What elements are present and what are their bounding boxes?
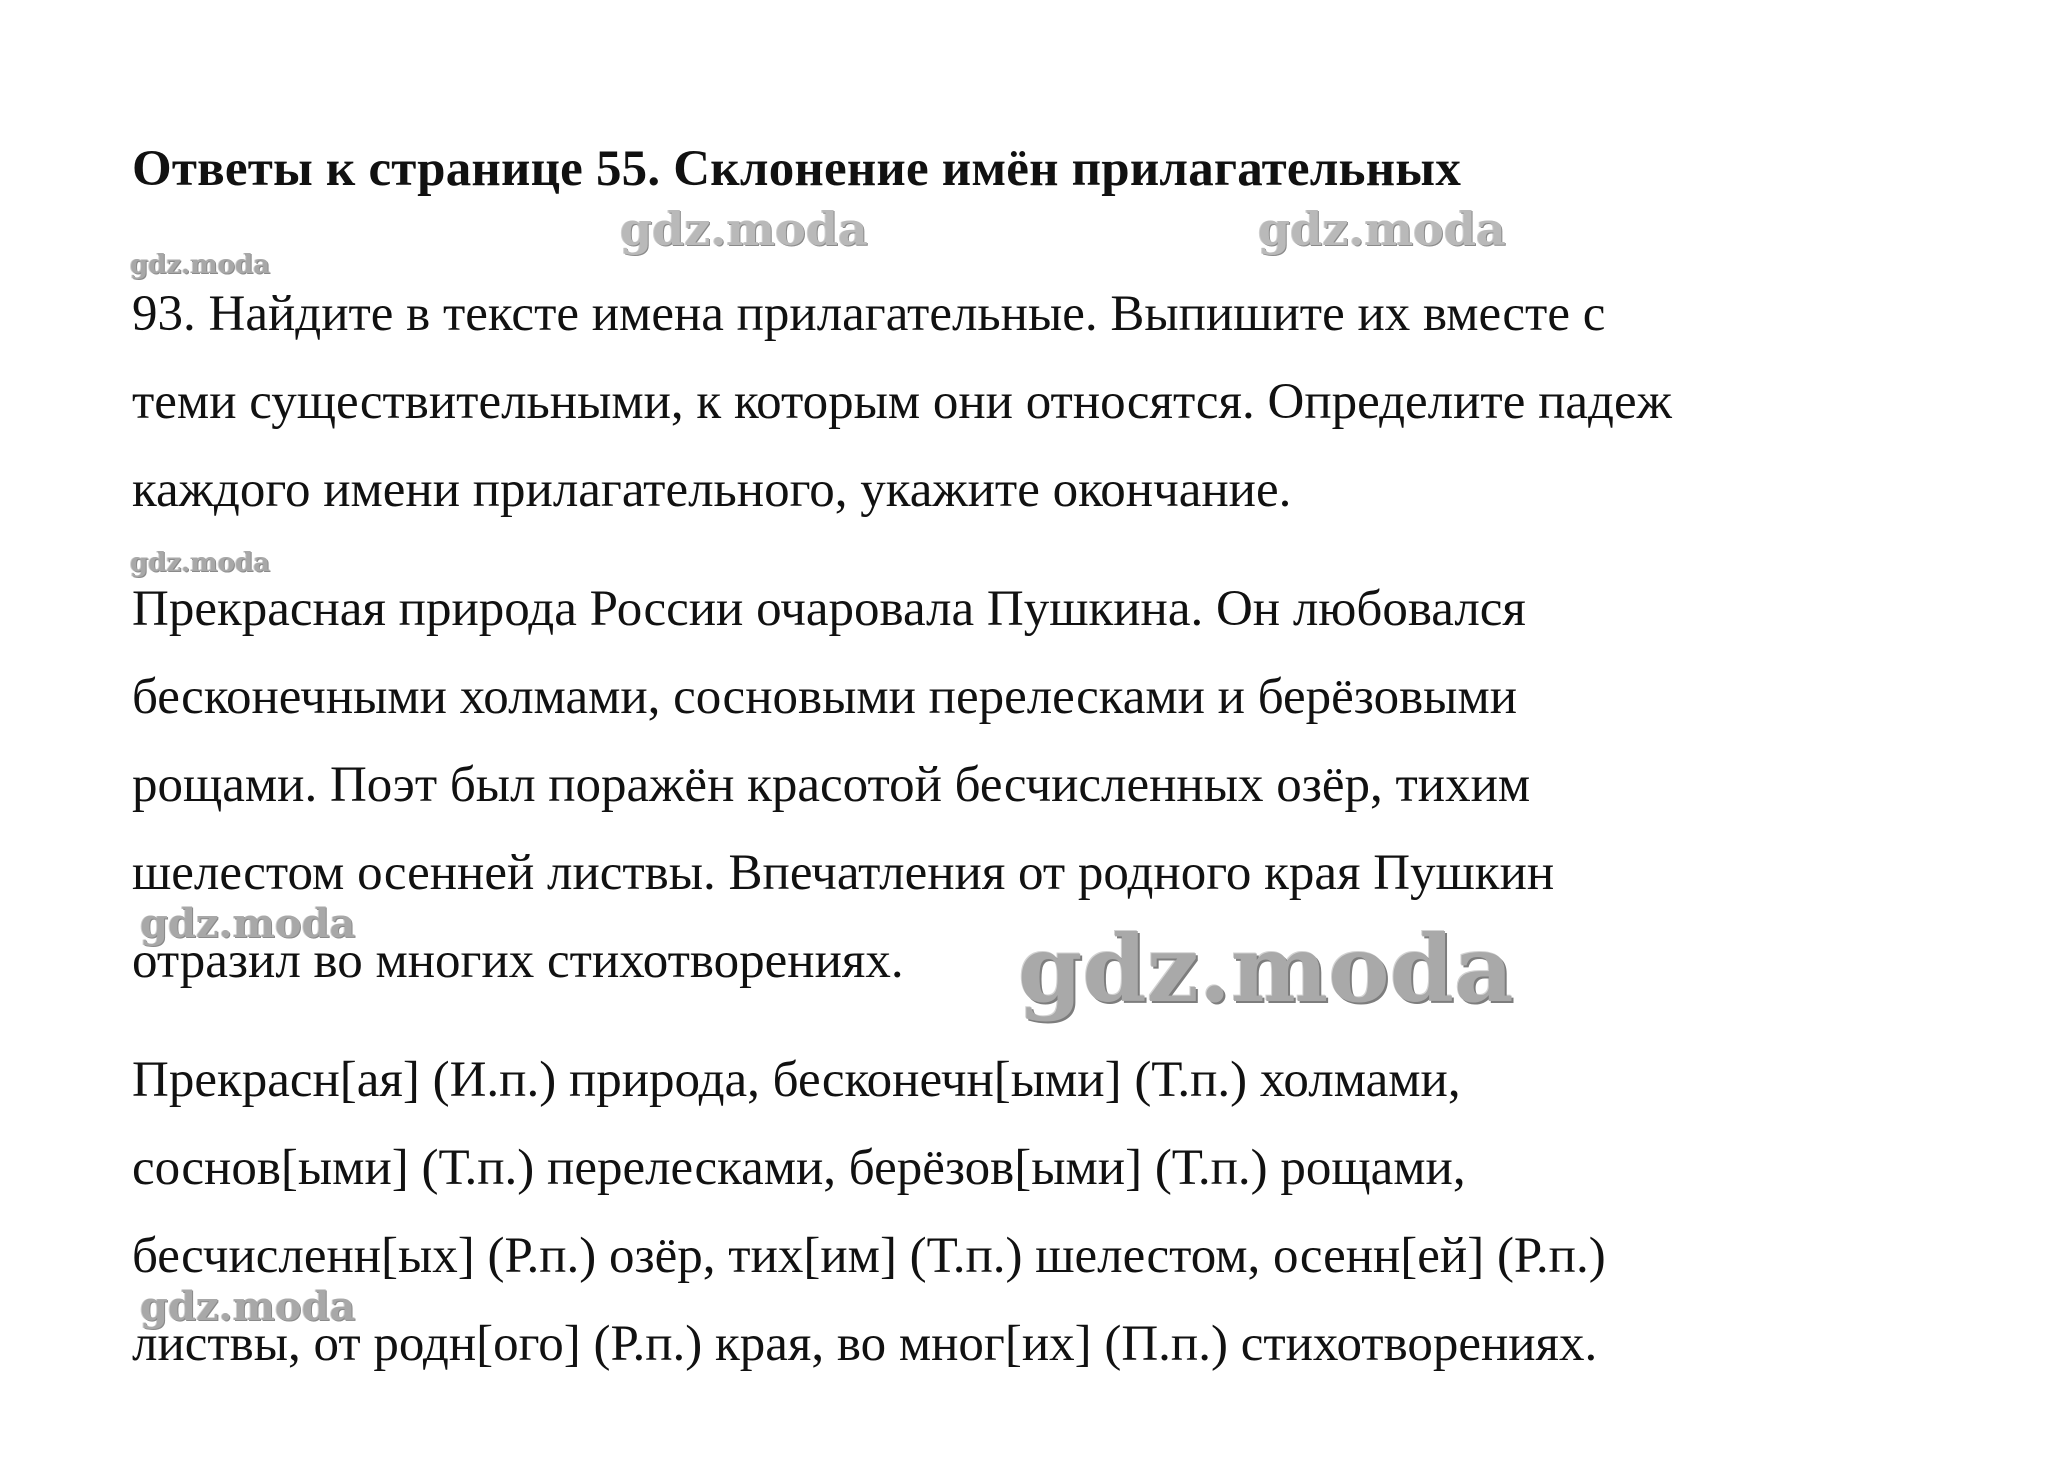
task-line: 93. Найдите в тексте имена прилагательные. Выпишите их вместе с <box>132 286 1606 342</box>
page-title: Ответы к странице 55. Склонение имён прилагательных <box>132 141 1462 197</box>
watermark-logo: gdz.moda <box>130 548 271 578</box>
text-line: рощами. Поэт был поражён красотой бесчисленных озёр, тихим <box>132 757 1531 813</box>
answer-line: листвы, от родн[ого] (Р.п.) края, во мног[их] (П.п.) стихотворениях. <box>132 1316 1598 1372</box>
watermark-logo: gdz.moda <box>1258 202 1506 256</box>
watermark-logo: gdz.moda <box>140 900 356 947</box>
task-line: каждого имени прилагательного, укажите окончание. <box>132 462 1292 518</box>
answer-line: соснов[ыми] (Т.п.) перелесками, берёзов[ыми] (Т.п.) рощами, <box>132 1140 1466 1196</box>
watermark-logo: gdz.moda <box>1018 915 1514 1023</box>
text-line: Прекрасная природа России очаровала Пушкина. Он любовался <box>132 581 1526 637</box>
watermark-logo: gdz.moda <box>130 250 271 280</box>
answer-line: Прекрасн[ая] (И.п.) природа, бесконечн[ыми] (Т.п.) холмами, <box>132 1052 1461 1108</box>
text-line: бесконечными холмами, сосновыми перелесками и берёзовыми <box>132 669 1518 725</box>
answer-line: бесчисленн[ых] (Р.п.) озёр, тих[им] (Т.п.) шелестом, осенн[ей] (Р.п.) <box>132 1228 1606 1284</box>
text-line: отразил во многих стихотворениях. <box>132 933 904 989</box>
task-line: теми существительными, к которым они относятся. Определите падеж <box>132 374 1672 430</box>
text-line: шелестом осенней листвы. Впечатления от родного края Пушкин <box>132 845 1555 901</box>
watermark-logo: gdz.moda <box>140 1283 356 1330</box>
answer-paragraph <box>132 1036 1606 1388</box>
exercise-text <box>132 565 1554 1005</box>
watermark-logo: gdz.moda <box>620 202 868 256</box>
task-paragraph <box>132 270 1672 534</box>
